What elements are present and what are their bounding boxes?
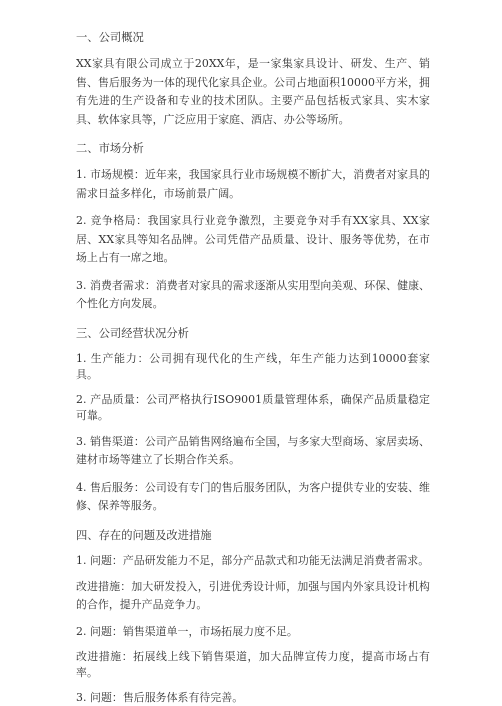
paragraph: 1. 生产能力：公司拥有现代化的生产线，年生产能力达到10000套家具。	[76, 351, 430, 381]
paragraph: 3. 消费者需求：消费者对家具的需求逐渐从实用型向美观、环保、健康、个性化方向发展。	[76, 278, 430, 310]
section-title: 三、公司经营状况分析	[76, 326, 189, 340]
paragraph: 改进措施：拓展线上线下销售渠道，加大品牌宣传力度，提高市场占有率。	[76, 649, 430, 679]
section-title: 四、存在的问题及改进措施	[76, 528, 212, 542]
section-market-analysis	[76, 141, 430, 314]
paragraph: 3. 问题：售后服务体系有待完善。	[76, 690, 244, 704]
paragraph: 1. 市场规模：近年来，我国家具行业市场规模不断扩大，消费者对家具的需求日益多样化，市场前景广阔。	[76, 168, 430, 200]
section-operations-analysis	[76, 326, 430, 516]
paragraph: 2. 产品质量：公司严格执行ISO9001质量管理体系，确保产品质量稳定可靠。	[76, 392, 430, 422]
section-problems-improvements	[76, 528, 430, 706]
paragraph: 3. 销售渠道：公司产品销售网络遍布全国，与多家大型商场、家居卖场、建材市场等建立了长期合作关系。	[76, 434, 430, 466]
paragraph: 4. 售后服务：公司设有专门的售后服务团队，为客户提供专业的安装、维修、保养等服务。	[76, 480, 430, 512]
paragraph: 2. 问题：销售渠道单一，市场拓展力度不足。	[76, 624, 298, 638]
section-title: 二、市场分析	[76, 142, 144, 155]
paragraph: 改进措施：加大研发投入，引进优秀设计师，加强与国内外家具设计机构的合作，提升产品竞争力。	[76, 579, 430, 611]
paragraph: 2. 竞争格局：我国家具行业竞争激烈，主要竞争对手有XX家具、XX家居、XX家具等知名品牌。公司凭借产品质量、设计、服务等优势，在市场上占有一席之地。	[76, 214, 430, 264]
paragraph: XX家具有限公司成立于20XX年，是一家集家具设计、研发、生产、销售、售后服务为一体的现代化家具企业。公司占地面积10000平方米，拥有先进的生产设备和专业的技术团队。主要产品包括板式家具、实木家具、软体家具等，广泛应用于家庭、酒店、办公等场所。	[76, 57, 430, 126]
paragraph: 1. 问题：产品研发能力不足，部分产品款式和功能无法满足消费者需求。	[76, 553, 430, 567]
section-title: 一、公司概况	[76, 31, 144, 44]
section-company-overview	[76, 30, 430, 129]
